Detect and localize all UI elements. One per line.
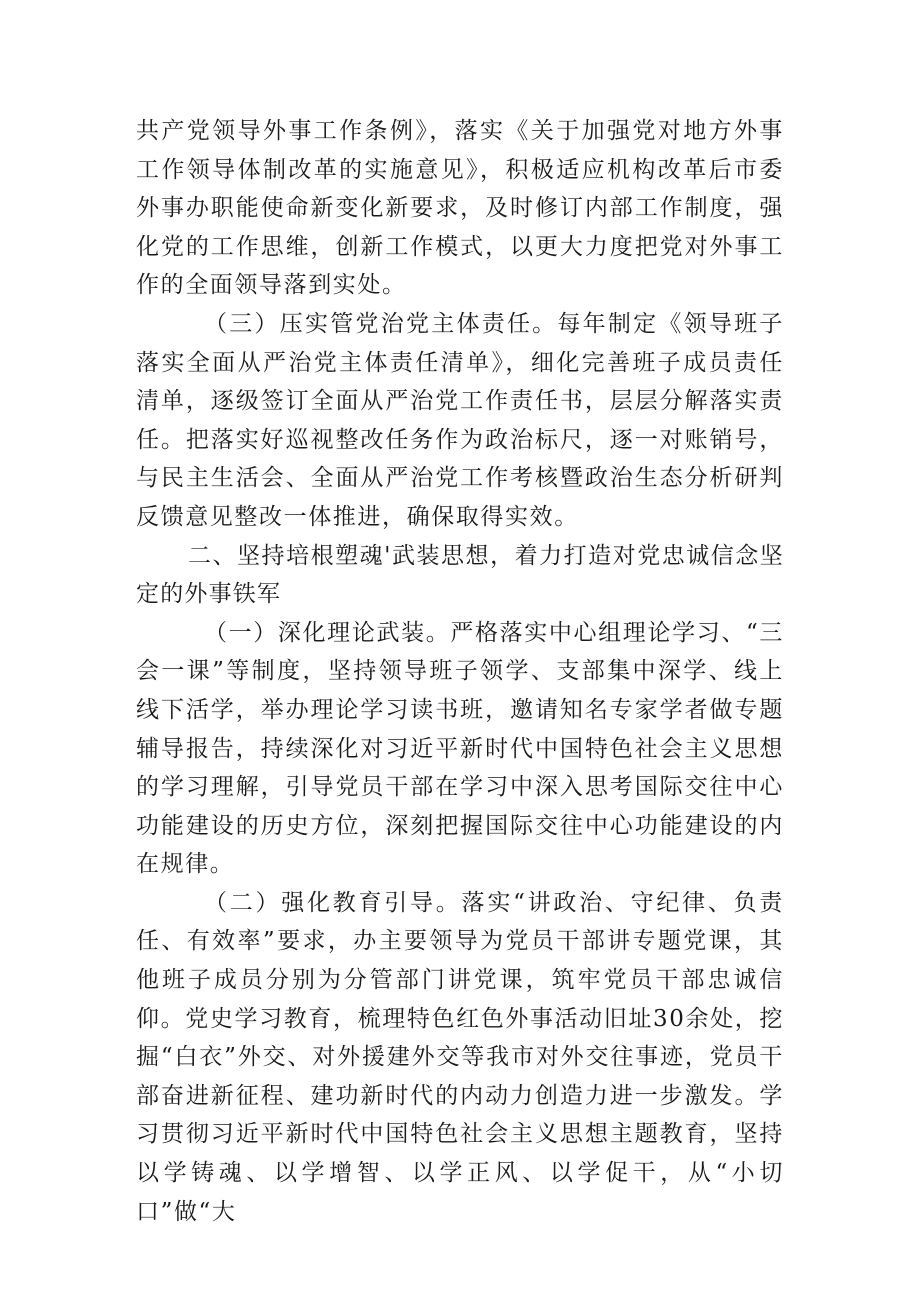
document-body: [136, 112, 784, 1231]
paragraph-section-2-1: （一）深化理论武装。严格落实中心组理论学习、“三会一课”等制度，坚持领导班子领学、支部集中深学、线上线下活学，举办理论学习读书班，邀请知名专家学者做专题辅导报告，持续深化对习近平新时代中国特色社会主义思想的学习理解，引导党员干部在学习中深入思考国际交往中心功能建设的历史方位，深刻把握国际交往中心功能建设的内在规律。: [136, 619, 784, 878]
paragraph-section-2-2: （二）强化教育引导。落实“讲政治、守纪律、负责任、有效率”要求，办主要领导为党员干部讲专题党课，其他班子成员分别为分管部门讲党课，筑牢党员干部忠诚信仰。党史学习教育，梳理特色红色外事活动旧址30余处，挖掘“白衣”外交、对外援建外交等我市对外交往事迹，党员干部奋进新征程、建功新时代的内动力创造力进一步激发。学习贯彻习近平新时代中国特色社会主义思想主题教育，坚持以学铸魂、以学增智、以学正风、以学促干，从“小切口”做“大: [136, 889, 784, 1225]
section-heading-2: 二、坚持培根塑魂'武装思想，着力打造对党忠诚信念坚定的外事铁军: [136, 542, 784, 608]
paragraph-section-3: （三）压实管党治党主体责任。每年制定《领导班子落实全面从严治党主体责任清单》，细化完善班子成员责任清单，逐级签订全面从严治党工作责任书，层层分解落实责任。把落实好巡视整改任务作为政治标尺，逐一对账销号，与民主生活会、全面从严治党工作考核暨政治生态分析研判反馈意见整改一体推进，确保取得实效。: [136, 310, 784, 530]
paragraph-continued: 共产党领导外事工作条例》，落实《关于加强党对地方外事工作领导体制改革的实施意见》，积极适应机构改革后市委外事办职能使命新变化新要求，及时修订内部工作制度，强化党的工作思维，创新工作模式，以更大力度把党对外事工作的全面领导落到实处。: [136, 118, 784, 299]
